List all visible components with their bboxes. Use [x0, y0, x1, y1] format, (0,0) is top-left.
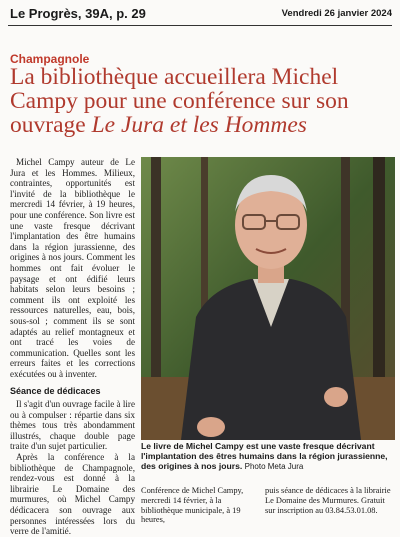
portrait-photo [141, 157, 395, 440]
headline-text: La bibliothèque accueillera Michel Campy pour une conférence sur son ouvrage [10, 64, 349, 138]
article-body [10, 157, 135, 537]
masthead-rule [8, 25, 392, 26]
paragraph-2: Il s'agit d'un ouvrage facile à lire ou à compulser : répartie dans six thèmes tous très abondamment illustrés, chaque double page traite d'un sujet particulier. [10, 399, 135, 452]
subhead: Séance de dédicaces [10, 386, 101, 397]
caption-text: Le livre de Michel Campy est une vaste fresque décrivant l'implantation des êtres humains dans la région jurassienne, des origines à nos jours. [141, 441, 388, 471]
paragraph-3: Après la conférence à la bibliothèque de Champagnole, rendez-vous est donné à la librairie Le Domaine des murmures, où Michel Campy dédicacera son ouvrage aux personnes intéressées lors du verre de l'amitié. [10, 452, 135, 537]
headline-book-title: Le Jura et les Hommes [91, 112, 307, 138]
intro-paragraph: Michel Campy auteur de Le Jura et les Hommes. Milieux, contraintes, opportunités est l'invité de la bibliothèque le mercredi 14 février, à 19 heures, pour une conférence. Son livre est une vaste fresque décrivant l'implantation des être humains dans la région jurassienne, des origines à nos jours. Comment les hommes ont fait évoluer le paysage et ont édifié leurs habitats selon leurs besoins ; comment ils ont exploité les ressources naturelles, eau, bois, sous-sol ; comment ils se sont adaptés au relief montagneux et ont tracé les voies de communication. Quelles sont les erreurs faites et les corrections exécutées ou à inventer. [10, 157, 135, 379]
section-label: Champagnole [10, 52, 90, 66]
article-photo [141, 157, 395, 440]
info-column-2: puis séance de dédicaces à la librairie Le Domaine des Murmures. Gratuit sur inscription au 03.84.53.01.08. [265, 486, 391, 515]
publication-date: Vendredi 26 janvier 2024 [281, 8, 392, 19]
photo-caption [141, 441, 395, 472]
publication-name: Le Progrès, 39A, p. 29 [10, 6, 146, 21]
headline [10, 65, 394, 137]
photo-credit: Photo Meta Jura [244, 462, 304, 471]
info-column-1: Conférence de Michel Campy, mercredi 14 février, à la bibliothèque municipale, à 19 heures, [141, 486, 244, 525]
